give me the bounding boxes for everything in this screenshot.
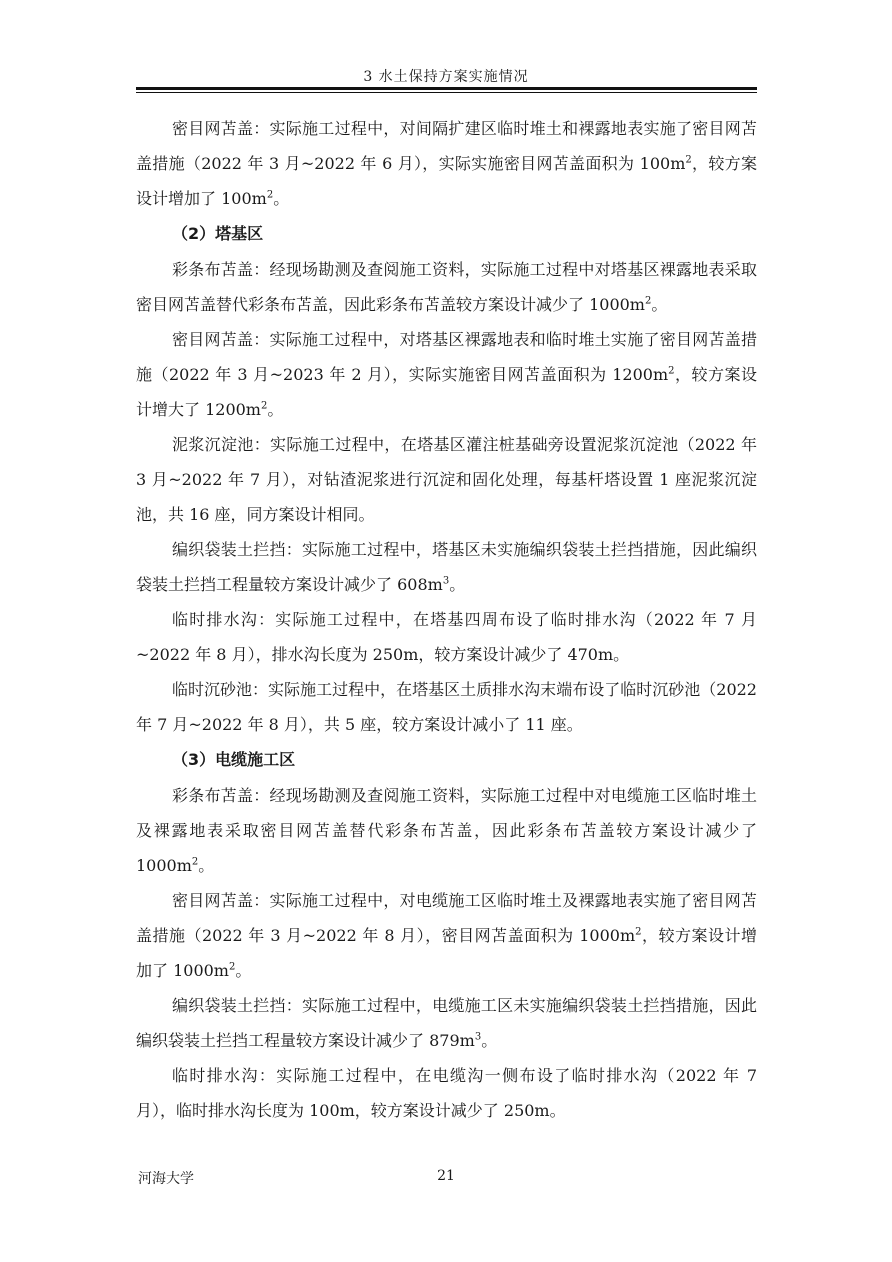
body-text: [136, 111, 757, 1128]
paragraph-tarp-cover-tower: 彩条布苫盖：经现场勘测及查阅施工资料，实际施工过程中对塔基区裸露地表采取密目网苫盖替代彩条布苫盖，因此彩条布苫盖较方案设计减少了 $1000m^2$。: [136, 260, 757, 314]
paragraph-drain-ditch-tower: 临时排水沟：实际施工过程中，在塔基四周布设了临时排水沟（2022 年 7 月~2022 年 8 月），排水沟长度为 250m，较方案设计减少了 470m。: [136, 610, 757, 664]
paragraph-settling-pond: 临时沉砂池：实际施工过程中，在塔基区土质排水沟末端布设了临时沉砂池（2022 年 7 月~2022 年 8 月），共 5 座，较方案设计减小了 11 座。: [136, 680, 757, 734]
paragraph-net-cover-tower: 密目网苫盖：实际施工过程中，对塔基区裸露地表和临时堆土实施了密目网苫盖措施（2022 年 3 月~2023 年 2 月），实际实施密目网苫盖面积为 $1200m^2$，较方案设计增大了 $1200m^2$。: [136, 330, 757, 419]
running-header: 3 水土保持方案实施情况: [363, 69, 529, 85]
paragraph-sandbag-tower: 编织袋装土拦挡：实际施工过程中，塔基区未实施编织袋装土拦挡措施，因此编织袋装土拦挡工程量较方案设计减少了 $608m^3$。: [136, 540, 757, 594]
paragraph-sandbag-cable: 编织袋装土拦挡：实际施工过程中，电缆施工区未实施编织袋装土拦挡措施，因此编织袋装土拦挡工程量较方案设计减少了 $879m^3$。: [136, 996, 757, 1050]
section-heading-tower-area: （2）塔基区: [172, 224, 264, 243]
paragraph-net-cover-cable: 密目网苫盖：实际施工过程中，对电缆施工区临时堆土及裸露地表实施了密目网苫盖措施（2022 年 3 月~2022 年 8 月），密目网苫盖面积为 $1000m^2$，较方案设计增加了 $1000m^2$。: [136, 891, 757, 980]
header-rule-thin: [136, 92, 757, 93]
header-rule-thick: [136, 87, 757, 90]
footer-institution: 河海大学: [138, 1171, 194, 1187]
paragraph-mud-pond: 泥浆沉淀池：实际施工过程中，在塔基区灌注桩基础旁设置泥浆沉淀池（2022 年 3 月~2022 年 7 月），对钻渣泥浆进行沉淀和固化处理，每基杆塔设置 1 座泥浆沉淀池，共 16 座，同方案设计相同。: [136, 435, 757, 524]
paragraph-tarp-cover-cable: 彩条布苫盖：经现场勘测及查阅施工资料，实际施工过程中对电缆施工区临时堆土及裸露地表采取密目网苫盖替代彩条布苫盖，因此彩条布苫盖较方案设计减少了 $1000m^2$。: [136, 786, 757, 875]
paragraph-drain-ditch-cable: 临时排水沟：实际施工过程中，在电缆沟一侧布设了临时排水沟（2022 年 7 月），临时排水沟长度为 100m，较方案设计减少了 250m。: [136, 1066, 757, 1120]
section-heading-cable-area: （3）电缆施工区: [172, 750, 296, 769]
paragraph-net-cover-expansion: 密目网苫盖：实际施工过程中，对间隔扩建区临时堆土和裸露地表实施了密目网苫盖措施（2022 年 3 月~2022 年 6 月），实际实施密目网苫盖面积为 $100m^2$，较方案设计增加了 $100m^2$。: [136, 119, 757, 208]
page-number: 21: [437, 1168, 455, 1184]
